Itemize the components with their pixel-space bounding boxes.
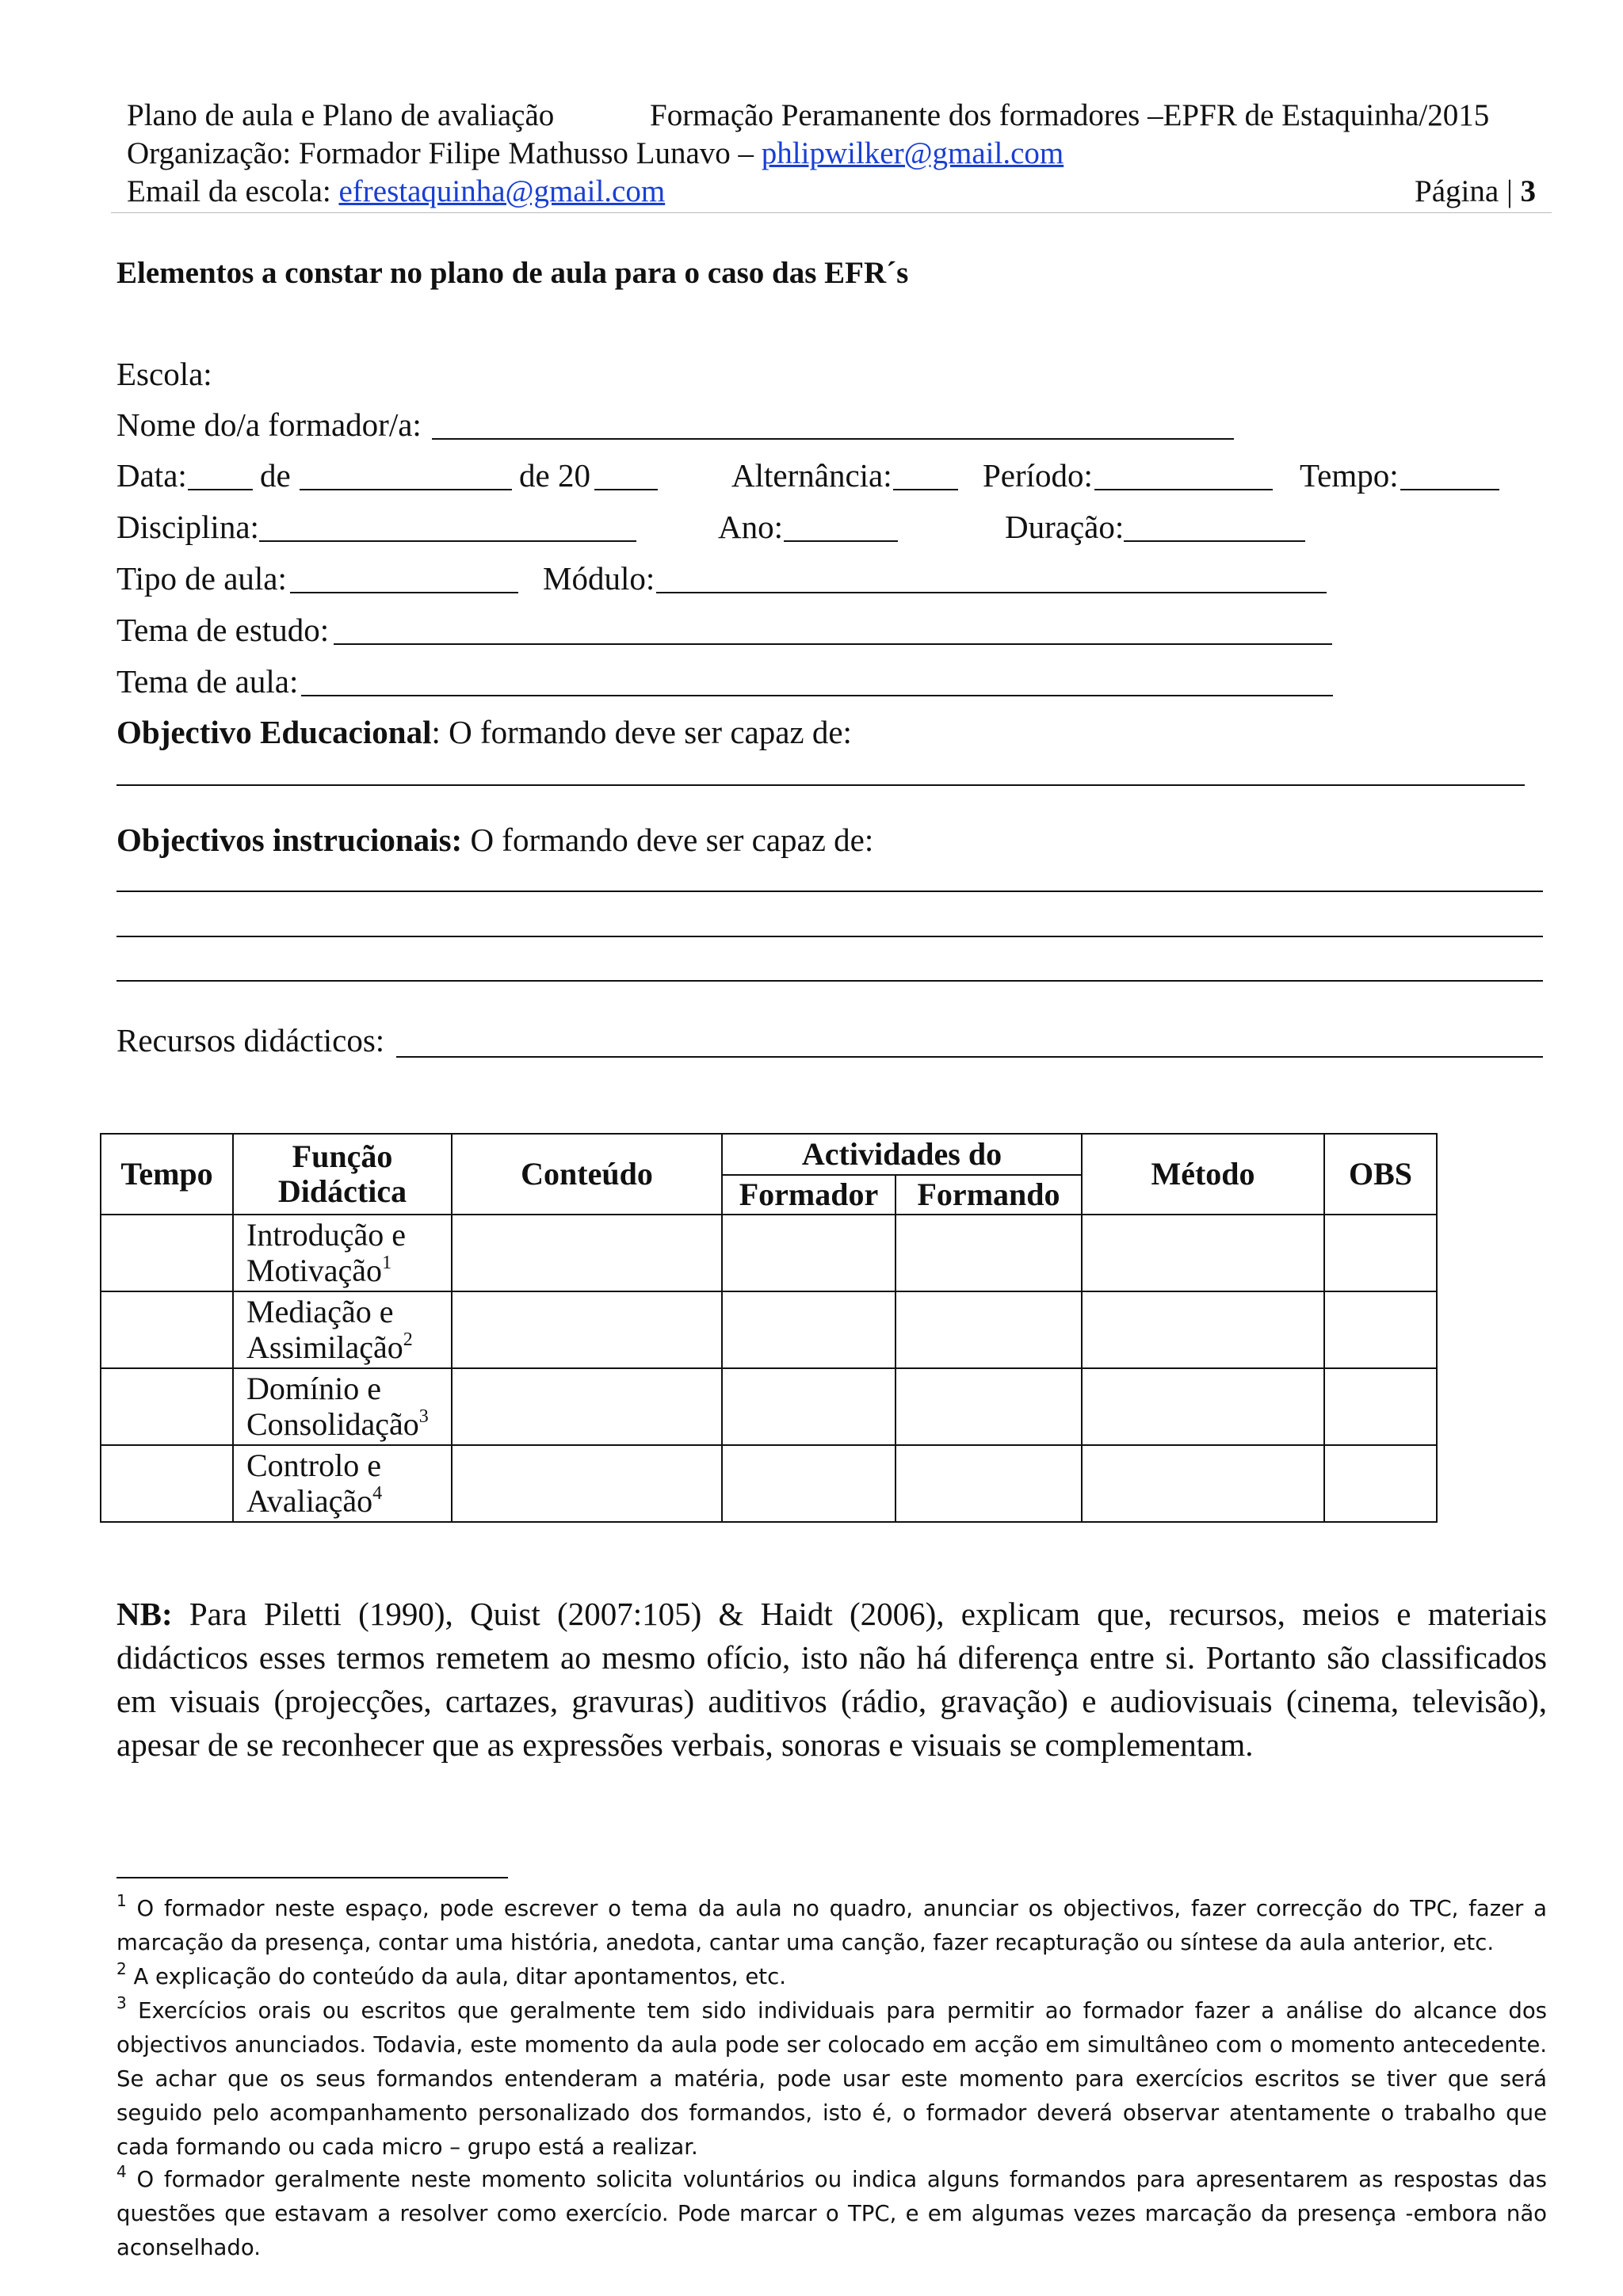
ano-blank[interactable] [784, 540, 898, 542]
alternancia-blank[interactable] [893, 489, 958, 490]
cell-obs[interactable] [1324, 1215, 1437, 1291]
cell-formando[interactable] [896, 1368, 1082, 1445]
cell-conteudo[interactable] [452, 1368, 722, 1445]
footnote-4 [116, 2163, 1547, 2265]
cell-metodo[interactable] [1082, 1215, 1324, 1291]
data-year-blank[interactable] [594, 489, 658, 490]
objectivo-educacional-text: : O formando deve ser capaz de: [431, 714, 852, 750]
header-formador: Formador [722, 1175, 896, 1215]
nb-paragraph [116, 1592, 1547, 1767]
cell-tempo[interactable] [101, 1368, 233, 1445]
header-organization [127, 138, 1064, 169]
header-right-title: Formação Peramanente dos formadores –EPFR de Estaquinha/2015 [650, 98, 1490, 132]
footnote-1 [116, 1892, 1547, 1960]
recursos-label: Recursos didácticos: [116, 1022, 385, 1058]
nb-text: Para Piletti (1990), Quist (2007:105) & Haidt (2006), explicam que, recursos, meios e materiais didácticos esses termos remetem ao mesmo ofício, isto não há diferença entre si. Portanto são classificados em visuais (projecções, cartazes, gravuras) auditivos (rádio, gravação) e audiovisuais (cinema, televisão), apesar de se reconhecer que as expressões verbais, sonoras e visuais se complementam. [116, 1596, 1547, 1763]
funcao-line1: Domínio e [246, 1371, 381, 1406]
header-left-title: Plano de aula e Plano de avaliação [127, 98, 555, 132]
header-metodo: Método [1082, 1134, 1324, 1215]
objectivos-instrucionais-blank-2[interactable] [116, 936, 1543, 937]
recursos-blank[interactable] [396, 1056, 1543, 1058]
modulo-blank[interactable] [656, 592, 1327, 593]
cell-formando[interactable] [896, 1215, 1082, 1291]
tema-estudo-blank[interactable] [334, 643, 1332, 645]
header-formando: Formando [896, 1175, 1082, 1215]
cell-formando[interactable] [896, 1291, 1082, 1368]
cell-funcao [233, 1215, 452, 1291]
periodo-label: Período: [983, 457, 1093, 494]
disciplina-blank[interactable] [259, 540, 636, 542]
objectivo-educacional-blank[interactable] [116, 784, 1525, 786]
footnote-number: 2 [116, 1959, 127, 1978]
footnote-ref[interactable]: 2 [403, 1329, 413, 1351]
cell-formador[interactable] [722, 1368, 896, 1445]
data-month-blank[interactable] [300, 489, 512, 490]
duracao-blank[interactable] [1124, 540, 1305, 542]
cell-funcao [233, 1445, 452, 1522]
cell-conteudo[interactable] [452, 1215, 722, 1291]
cell-formador[interactable] [722, 1445, 896, 1522]
header-tempo: Tempo [101, 1134, 233, 1215]
modulo-label: Módulo: [543, 560, 655, 597]
tempo-label: Tempo: [1300, 457, 1399, 494]
footnote-ref[interactable]: 3 [418, 1406, 429, 1428]
escola-label: Escola: [116, 356, 212, 392]
tema-estudo-label: Tema de estudo: [116, 612, 330, 648]
header-org-email-link[interactable]: phlipwilker@gmail.com [761, 136, 1064, 170]
header-actividades: Actividades do [722, 1134, 1082, 1175]
table-row [101, 1215, 1437, 1291]
footnote-ref[interactable]: 1 [382, 1253, 392, 1274]
objectivos-instrucionais-blank-3[interactable] [116, 980, 1543, 982]
header-obs: OBS [1324, 1134, 1437, 1215]
funcao-line2: Consolidação [246, 1406, 419, 1443]
page-number: 3 [1520, 174, 1536, 208]
duracao-label: Duração: [1005, 509, 1125, 545]
cell-formador[interactable] [722, 1215, 896, 1291]
cell-conteudo[interactable] [452, 1291, 722, 1368]
cell-tempo[interactable] [101, 1291, 233, 1368]
funcao-line1: Introdução e [246, 1217, 407, 1253]
footnote-3 [116, 1994, 1547, 2164]
objectivo-educacional [116, 716, 852, 749]
de20-label: de 20 [519, 457, 590, 494]
footnote-text: Exercícios orais ou escritos que geralmente tem sido individuais para permitir ao formador fazer a análise do alcance dos objectivos anunciados. Todavia, este momento da aula pode ser colocado em acção em simultâneo com o momento antecedente. Se achar que os seus formandos entenderam a matéria, pode usar este momento para exercícios escritos se tiver que será seguido pelo acompanhamento personalizado dos formandos, isto é, o formador deverá observar atentamente o trabalho que cada formando ou cada micro – grupo está a realizar. [116, 1998, 1547, 2160]
objectivo-educacional-label: Objectivo Educacional [116, 714, 432, 750]
tema-aula-blank[interactable] [301, 695, 1333, 696]
header-school-email [127, 176, 665, 207]
funcao-line1: Mediação e [246, 1294, 394, 1329]
cell-funcao [233, 1368, 452, 1445]
objectivos-instrucionais [116, 824, 873, 856]
objectivos-instrucionais-blank-1[interactable] [116, 891, 1543, 892]
funcao-line1: Controlo e [246, 1447, 381, 1483]
table-row [101, 1368, 1437, 1445]
footnote-text: O formador neste espaço, pode escrever o tema da aula no quadro, anunciar os objectivos, fazer correcção do TPC, fazer a marcação da presença, contar uma história, anedota, cantar uma canção, fazer recapturação ou síntese da aula anterior, etc. [116, 1896, 1547, 1955]
document-title: Elementos a constar no plano de aula para o caso das EFR´s [116, 256, 909, 290]
data-day-blank[interactable] [188, 489, 253, 490]
header-school-email-link[interactable]: efrestaquinha@gmail.com [338, 174, 666, 208]
table-row [101, 1445, 1437, 1522]
cell-formador[interactable] [722, 1291, 896, 1368]
header-conteudo: Conteúdo [452, 1134, 722, 1215]
nome-blank[interactable] [432, 438, 1234, 440]
cell-conteudo[interactable] [452, 1445, 722, 1522]
cell-tempo[interactable] [101, 1215, 233, 1291]
tipo-aula-label: Tipo de aula: [116, 560, 287, 597]
header-funcao-text: Função Didáctica [277, 1138, 407, 1209]
footnote-number: 1 [116, 1891, 127, 1910]
page-label: Página | [1415, 174, 1513, 208]
de-label: de [260, 457, 291, 494]
funcao-line2: Motivação [246, 1253, 383, 1289]
header-org-label: Organização: Formador Filipe Mathusso Lunavo – [127, 136, 754, 170]
cell-obs[interactable] [1324, 1291, 1437, 1368]
cell-obs[interactable] [1324, 1445, 1437, 1522]
nome-label: Nome do/a formador/a: [116, 406, 422, 443]
cell-metodo[interactable] [1082, 1368, 1324, 1445]
objectivos-instrucionais-text: O formando deve ser capaz de: [462, 822, 874, 858]
tipo-aula-blank[interactable] [290, 592, 518, 593]
objectivos-instrucionais-label: Objectivos instrucionais: [116, 822, 463, 858]
cell-metodo[interactable] [1082, 1291, 1324, 1368]
cell-funcao [233, 1291, 452, 1368]
table-header-row-1 [101, 1134, 1437, 1175]
header-page-number [1415, 176, 1536, 207]
cell-obs[interactable] [1324, 1368, 1437, 1445]
ano-label: Ano: [718, 509, 783, 545]
footnote-2 [116, 1960, 1547, 1994]
header-school-email-label: Email da escola: [127, 174, 331, 208]
header-funcao-didactica [233, 1134, 452, 1215]
table-row [101, 1291, 1437, 1368]
footnote-number: 4 [116, 2162, 127, 2181]
cell-formando[interactable] [896, 1445, 1082, 1522]
footnote-text: A explicação do conteúdo da aula, ditar apontamentos, etc. [126, 1964, 786, 1989]
funcao-line2: Avaliação [246, 1483, 373, 1520]
footnote-separator [116, 1877, 508, 1878]
tempo-blank[interactable] [1400, 489, 1499, 490]
alternancia-label: Alternância: [731, 457, 892, 494]
footnote-number: 3 [116, 1993, 127, 2012]
header-divider [111, 212, 1552, 213]
footnote-text: O formador geralmente neste momento solicita voluntários ou indica alguns formandos para apresentarem as respostas das questões que estavam a resolver como exercício. Pode marcar o TPC, e em algumas vezes marcação da presença -embora não aconselhado. [116, 2167, 1547, 2260]
tema-aula-label: Tema de aula: [116, 663, 299, 700]
data-label: Data: [116, 457, 187, 494]
footnote-ref[interactable]: 4 [372, 1483, 383, 1505]
disciplina-label: Disciplina: [116, 509, 259, 545]
cell-tempo[interactable] [101, 1445, 233, 1522]
funcao-line2: Assimilação [246, 1329, 403, 1366]
lesson-plan-table [100, 1133, 1438, 1523]
cell-metodo[interactable] [1082, 1445, 1324, 1522]
nb-label: NB: [116, 1596, 173, 1632]
periodo-blank[interactable] [1094, 489, 1273, 490]
